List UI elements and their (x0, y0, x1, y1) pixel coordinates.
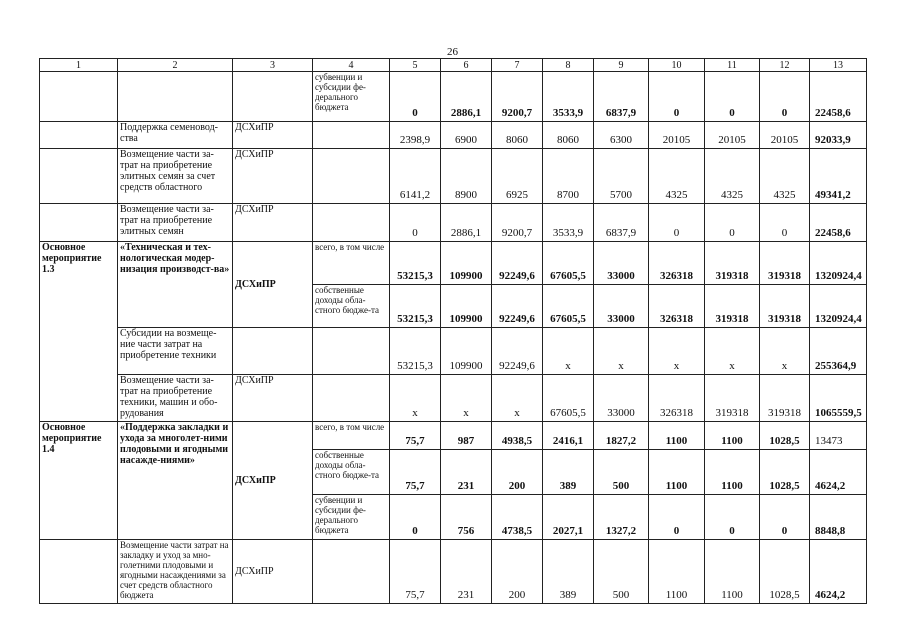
col-header: 1 (40, 59, 118, 72)
cell-value: 20105 (705, 122, 760, 149)
cell-executor: ДСХиПР (233, 204, 313, 242)
table-row (40, 122, 867, 149)
cell-value: 6141,2 (390, 149, 441, 204)
cell-value: 200 (492, 450, 543, 495)
cell-value: 231 (441, 450, 492, 495)
col-header: 8 (543, 59, 594, 72)
cell-value: 3533,9 (543, 204, 594, 242)
cell-source (313, 122, 390, 149)
cell-value: 1100 (649, 450, 705, 495)
cell-value: 1100 (705, 450, 760, 495)
cell-value: 20105 (760, 122, 810, 149)
cell-value: x (390, 375, 441, 422)
cell-value: 33000 (594, 285, 649, 328)
cell-value: 53215,3 (390, 285, 441, 328)
cell-value: x (760, 328, 810, 375)
cell-value: 33000 (594, 242, 649, 285)
cell-executor (233, 72, 313, 122)
cell-value: 987 (441, 422, 492, 450)
cell-title: Возмещение части затрат на закладку и уход за мно-голетними плодовыми и ягодными насаждениями за счет средств областного бюджета (118, 540, 233, 604)
cell-executor (233, 328, 313, 375)
cell-value: 75,7 (390, 422, 441, 450)
cell-value: 20105 (649, 122, 705, 149)
cell-value: 109900 (441, 285, 492, 328)
cell-value: 92249,6 (492, 242, 543, 285)
cell-value: 75,7 (390, 540, 441, 604)
cell-executor: ДСХиПР (233, 422, 313, 540)
cell-source (313, 540, 390, 604)
cell-value: 2416,1 (543, 422, 594, 450)
cell-value: 4325 (760, 149, 810, 204)
cell-value: 0 (705, 495, 760, 540)
cell-value: 500 (594, 450, 649, 495)
cell-value: 33000 (594, 375, 649, 422)
cell-total: 4624,2 (810, 540, 867, 604)
cell-value: 8700 (543, 149, 594, 204)
cell-value: 0 (760, 495, 810, 540)
cell-total: 1065559,5 (810, 375, 867, 422)
cell-value: x (492, 375, 543, 422)
cell-source: собственные доходы обла-стного бюдже-та (313, 285, 390, 328)
table-row (40, 422, 867, 450)
cell-value: 6837,9 (594, 204, 649, 242)
cell-value: 2398,9 (390, 122, 441, 149)
cell-value: 9200,7 (492, 204, 543, 242)
cell-value: 0 (705, 72, 760, 122)
cell-title: «Поддержка закладки и ухода за многолет-ними плодовыми и ягодными насажде-ниями» (118, 422, 233, 540)
cell-value: 500 (594, 540, 649, 604)
cell-total: 13473 (810, 422, 867, 450)
cell-value: x (594, 328, 649, 375)
col-header: 4 (313, 59, 390, 72)
cell-value: 67605,5 (543, 285, 594, 328)
cell-executor: ДСХиПР (233, 375, 313, 422)
col-header: 10 (649, 59, 705, 72)
cell-total: 22458,6 (810, 72, 867, 122)
cell-title (118, 72, 233, 122)
cell-value: 319318 (705, 375, 760, 422)
cell-value: 4938,5 (492, 422, 543, 450)
table-row (40, 328, 867, 375)
cell-total: 22458,6 (810, 204, 867, 242)
cell-value: 319318 (760, 285, 810, 328)
cell-value: x (543, 328, 594, 375)
cell-value: 231 (441, 540, 492, 604)
cell-value: x (441, 375, 492, 422)
table-row (40, 375, 867, 422)
cell-value: 0 (649, 72, 705, 122)
cell-value: 9200,7 (492, 72, 543, 122)
cell-value: 92249,6 (492, 328, 543, 375)
cell-value: 8900 (441, 149, 492, 204)
cell-value: 67605,5 (543, 242, 594, 285)
page-number: 26 (447, 46, 458, 58)
cell-value: 389 (543, 450, 594, 495)
cell-value: 5700 (594, 149, 649, 204)
cell-value: 0 (390, 72, 441, 122)
cell-value: 756 (441, 495, 492, 540)
cell-value: 8060 (492, 122, 543, 149)
cell-value: 6300 (594, 122, 649, 149)
cell-total: 1320924,4 (810, 242, 867, 285)
col-header: 9 (594, 59, 649, 72)
cell-value: 319318 (760, 242, 810, 285)
cell-value: 1100 (705, 540, 760, 604)
cell-event: Основное мероприятие 1.3 (40, 242, 118, 422)
cell-value: 326318 (649, 285, 705, 328)
cell-value: 2886,1 (441, 204, 492, 242)
cell-value: 109900 (441, 242, 492, 285)
cell-value: 6900 (441, 122, 492, 149)
cell-event (40, 122, 118, 149)
cell-event (40, 204, 118, 242)
cell-source (313, 204, 390, 242)
cell-value: 6925 (492, 149, 543, 204)
cell-total: 4624,2 (810, 450, 867, 495)
col-header: 6 (441, 59, 492, 72)
budget-table (39, 58, 867, 604)
col-header: 2 (118, 59, 233, 72)
cell-source: субвенции и субсидии фе-дерального бюджета (313, 72, 390, 122)
col-header: 12 (760, 59, 810, 72)
cell-value: 389 (543, 540, 594, 604)
header-row (40, 59, 867, 72)
cell-value: 67605,5 (543, 375, 594, 422)
cell-title: Субсидии на возмеще-ние части затрат на приобретение техники (118, 328, 233, 375)
cell-source (313, 375, 390, 422)
cell-value: 319318 (760, 375, 810, 422)
cell-value: 53215,3 (390, 242, 441, 285)
cell-event (40, 72, 118, 122)
cell-value: 1100 (649, 422, 705, 450)
cell-executor: ДСХиПР (233, 242, 313, 328)
cell-total: 49341,2 (810, 149, 867, 204)
cell-executor: ДСХиПР (233, 540, 313, 604)
cell-value: 8060 (543, 122, 594, 149)
col-header: 11 (705, 59, 760, 72)
cell-total: 8848,8 (810, 495, 867, 540)
cell-value: 0 (390, 495, 441, 540)
cell-value: 2886,1 (441, 72, 492, 122)
table-row (40, 72, 867, 122)
table-row (40, 242, 867, 285)
cell-executor: ДСХиПР (233, 122, 313, 149)
cell-value: 109900 (441, 328, 492, 375)
cell-title: «Техническая и тех-нологическая модер-низация производст-ва» (118, 242, 233, 328)
cell-value: x (705, 328, 760, 375)
cell-source: субвенции и субсидии фе-дерального бюджета (313, 495, 390, 540)
cell-value: 0 (760, 204, 810, 242)
cell-value: 1100 (649, 540, 705, 604)
cell-value: 92249,6 (492, 285, 543, 328)
cell-source (313, 149, 390, 204)
cell-value: 326318 (649, 375, 705, 422)
cell-executor: ДСХиПР (233, 149, 313, 204)
cell-title: Поддержка семеновод-ства (118, 122, 233, 149)
cell-value: 1327,2 (594, 495, 649, 540)
cell-event: Основное мероприятие 1.4 (40, 422, 118, 540)
cell-value: 3533,9 (543, 72, 594, 122)
cell-total: 92033,9 (810, 122, 867, 149)
cell-source: собственные доходы обла-стного бюдже-та (313, 450, 390, 495)
cell-value: 53215,3 (390, 328, 441, 375)
cell-value: 319318 (705, 285, 760, 328)
table-row (40, 204, 867, 242)
col-header: 13 (810, 59, 867, 72)
cell-value: 1028,5 (760, 540, 810, 604)
cell-value: 4738,5 (492, 495, 543, 540)
col-header: 7 (492, 59, 543, 72)
cell-title: Возмещение части за-трат на приобретение техники, машин и обо-рудования (118, 375, 233, 422)
cell-value: 1100 (705, 422, 760, 450)
cell-value: 1028,5 (760, 422, 810, 450)
cell-value: 4325 (649, 149, 705, 204)
cell-value: 1028,5 (760, 450, 810, 495)
cell-title: Возмещение части за-трат на приобретение элитных семян (118, 204, 233, 242)
cell-source (313, 328, 390, 375)
col-header: 5 (390, 59, 441, 72)
cell-value: 0 (705, 204, 760, 242)
table-row (40, 149, 867, 204)
table-row (40, 540, 867, 604)
cell-value: 319318 (705, 242, 760, 285)
cell-value: 326318 (649, 242, 705, 285)
col-header: 3 (233, 59, 313, 72)
cell-source: всего, в том числе (313, 242, 390, 285)
cell-value: 0 (649, 204, 705, 242)
cell-value: 75,7 (390, 450, 441, 495)
cell-value: 6837,9 (594, 72, 649, 122)
cell-title: Возмещение части за-трат на приобретение элитных семян за счет средств областного (118, 149, 233, 204)
cell-value: 2027,1 (543, 495, 594, 540)
cell-value: 0 (390, 204, 441, 242)
cell-value: 0 (649, 495, 705, 540)
cell-value: 200 (492, 540, 543, 604)
cell-value: 0 (760, 72, 810, 122)
cell-source: всего, в том числе (313, 422, 390, 450)
cell-event (40, 149, 118, 204)
cell-event (40, 540, 118, 604)
cell-value: x (649, 328, 705, 375)
cell-total: 255364,9 (810, 328, 867, 375)
cell-value: 4325 (705, 149, 760, 204)
cell-value: 1827,2 (594, 422, 649, 450)
cell-total: 1320924,4 (810, 285, 867, 328)
